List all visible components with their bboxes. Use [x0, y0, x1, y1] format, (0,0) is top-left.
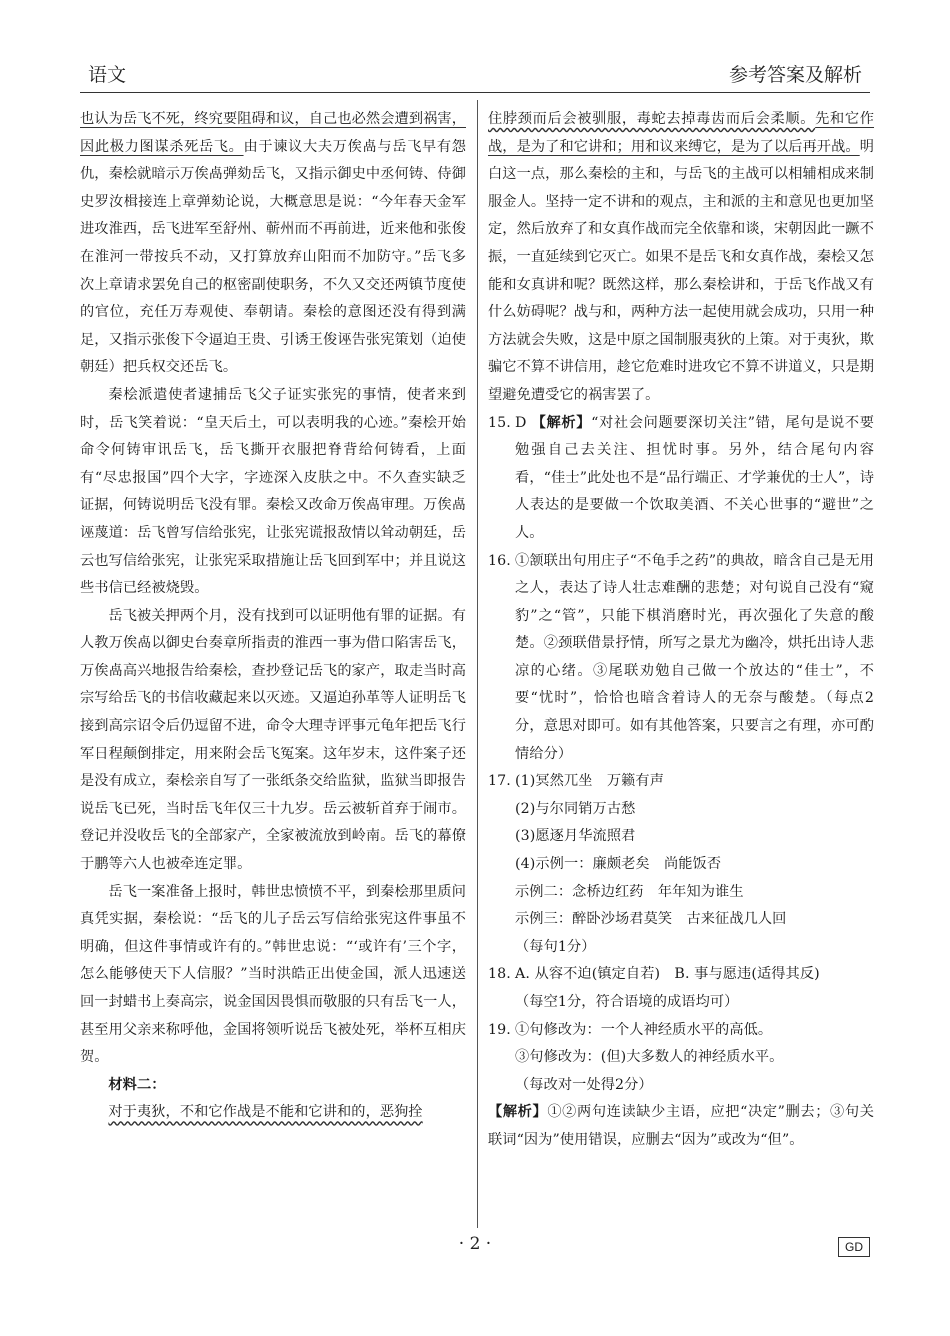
- material-2-start: [80, 1099, 466, 1127]
- question-number: 19.: [488, 1021, 511, 1038]
- answer-15: [488, 410, 874, 548]
- paragraph-1: [80, 106, 466, 382]
- column-divider: [477, 100, 478, 1228]
- analysis-text: ①②两句连读缺少主语，应把“决定”删去；③句关联词“因为”使用错误，应删去“因为”或改为“但”。: [488, 1104, 874, 1148]
- scoring-note: （每句1分）: [515, 938, 596, 955]
- question-number: 16.: [488, 552, 511, 569]
- region-badge: GD: [838, 1237, 870, 1257]
- answer-17: [488, 768, 874, 961]
- answer-line: ③句修改为：(但)大多数人的神经质水平。: [515, 1049, 784, 1066]
- answer-line: 示例三：醉卧沙场君莫笑 古来征战几人回: [515, 911, 787, 928]
- answer-18: [488, 961, 874, 1016]
- answer-line: ①句修改为：一个人神经质水平的高低。: [515, 1021, 773, 1038]
- answer-line: (2)与尔同销万古愁: [515, 800, 636, 817]
- material-2-continued: [488, 106, 874, 410]
- section-title: 参考答案及解析: [728, 64, 862, 86]
- left-column: [80, 106, 466, 1127]
- paragraph-text: 由于谏议大夫万俟卨与岳飞早有怨仇，秦桧就暗示万俟卨弹劾岳飞，又指示御史中丞何铸、侍御史罗汝楫接连上章弹劾论说，大概意思是说：“今年春天金军进攻淮西，岳飞进军至舒州、蕲州而不再前进，近来他和张俊在淮河一带按兵不动，又打算放弃山阳而不加防守。”岳飞多次上章请求罢免自己的枢密副使职务，不久又交还两镇节度使的官位，充任万寿观使、奉朝请。秦桧的意图还没有得到满足，又指示张俊下令逼迫王贵、引诱王俊诬告张宪策划（迫使朝廷）把兵权交还岳飞。: [80, 138, 466, 376]
- underlined-sentence: 先和它作战，是为了和它讲和；用和议来缚它，是为了以后再开战。: [488, 111, 875, 155]
- answer-16: [488, 548, 874, 769]
- wavy-underlined-sentence: 住脖颈而后会被驯服，毒蛇去掉毒齿而后会柔顺。: [488, 111, 816, 127]
- right-column: [488, 106, 874, 1155]
- analysis-text: “对社会问题要深切关注”错，尾句是说不要勉强自己去关注、担忧时事。另外，结合尾句内容看，“佳士”此处也不是“品行端正、才学兼优的士人”，诗人表达的是要做一个饮取美酒、不关心世事的“避世”之人。: [515, 414, 874, 541]
- answer-line: 示例二：念桥边红药 年年知为谁生: [515, 883, 744, 900]
- page-header: [80, 58, 870, 88]
- answer-choice: D: [515, 414, 527, 431]
- answer-line: (3)愿逐月华流照君: [515, 828, 636, 845]
- scoring-note: （每改对一处得2分）: [515, 1076, 653, 1093]
- underlined-sentence: 也认为岳飞不死，终究要阻碍和议，自己也必然会遭到祸害，因此极力图谋杀死岳飞。: [80, 111, 466, 155]
- paragraph-3: 岳飞被关押两个月，没有找到可以证明他有罪的证据。有人教万俟卨以御史台奏章所指责的淮西一事为借口陷害岳飞，万俟卨高兴地报告给秦桧，查抄登记岳飞的家产，取走当时高宗写给岳飞的书信收藏起来以灭迹。又逼迫孙革等人证明岳飞接到高宗诏令后仍逗留不进，命令大理寺评事元龟年把岳飞行军日程颠倒排定，用来附会岳飞冤案。这年岁末，这件案子还是没有成立，秦桧亲自写了一张纸条交给监狱，监狱当即报告说岳飞已死，当时岳飞年仅三十九岁。岳云被斩首弃于闹市。登记并没收岳飞的全部家产，全家被流放到岭南。岳飞的幕僚于鹏等六人也被牵连定罪。: [80, 607, 466, 873]
- question-number: 15.: [488, 414, 511, 431]
- answer-line: (4)示例一：廉颇老矣 尚能饭否: [515, 856, 722, 873]
- answer-line: A. 从容不迫(镇定自若) B. 事与愿违(适得其反): [515, 966, 820, 983]
- answer-text: ①颔联出句用庄子“不龟手之药”的典故，暗含自己是无用之人，表达了诗人壮志难酬的悲楚；对句说自己没有“窥豹”之“管”，只能下棋消磨时光，再次强化了失意的酸楚。②颈联借景抒情，所写之景尤为幽冷，烘托出诗人悲凉的心绪。③尾联劝勉自己做一个放达的“佳士”，不要“忧时”，恰恰也暗含着诗人的无奈与酸楚。（每点2分，意思对即可。如有其他答案，只要言之有理，亦可酌情给分）: [515, 552, 874, 762]
- analysis-tag: 【解析】: [488, 1104, 548, 1121]
- question-number: 18.: [488, 966, 511, 983]
- material-2-title: 材料二：: [108, 1076, 166, 1093]
- answer-19: [488, 1017, 874, 1100]
- answer-line: (1)冥然兀坐 万籁有声: [515, 773, 664, 790]
- question-number: 17.: [488, 773, 511, 790]
- analysis-19: [488, 1099, 874, 1154]
- paragraph-4: 岳飞一案准备上报时，韩世忠愤愤不平，到秦桧那里质问真凭实据，秦桧说：“岳飞的儿子岳云写信给张宪这件事虽不明确，但这件事情或许有的。”韩世忠说：“‘或许有’三个字，怎么能够使天下人信服？”当时洪皓正出使金国，派人迅速送回一封蜡书上奏高宗，说金国因畏惧而敬服的只有岳飞一人，甚至用父亲来称呼他，金国将领听说岳飞被处死，举杯互相庆贺。: [80, 883, 466, 1066]
- header-rule: [80, 92, 870, 93]
- paragraph-2: 秦桧派遣使者逮捕岳飞父子证实张宪的事情，使者来到时，岳飞笑着说：“皇天后土，可以表明我的心迹。”秦桧开始命令何铸审讯岳飞，岳飞撕开衣服把脊背给何铸看，上面有“尽忠报国”四个大字，字迹深入皮肤之中。不久查实缺乏证据，何铸说明岳飞没有罪。秦桧又改命万俟卨审理。万俟卨诬蔑道：岳飞曾写信给张宪，让张宪谎报敌情以耸动朝廷，岳云也写信给张宪，让张宪采取措施让岳飞回到军中；并且说这些书信已经被烧毁。: [80, 386, 466, 597]
- wavy-underlined-sentence: 对于夷狄，不和它作战是不能和它讲和的，恶狗拴: [108, 1104, 423, 1121]
- analysis-tag: 【解析】: [531, 414, 592, 431]
- subject-title: 语文: [88, 64, 127, 86]
- page-number: · 2 ·: [458, 1234, 492, 1254]
- paragraph-text: 明白这一点，那么秦桧的主和，与岳飞的主战可以相辅相成来制服金人。坚持一定不讲和的观点，主和派的主和意见也更加坚定，然后放弃了和女真作战而完全依靠和谈，宋朝因此一蹶不振，一直延续到它灭亡。如果不是岳飞和女真作战，秦桧又怎能和女真讲和呢？既然这样，那么秦桧讲和，于岳飞作战又有什么妨碍呢？战与和，两种方法一起使用就会成功，只用一种方法就会失败，这是中原之国制服夷狄的上策。对于夷狄，欺骗它不算不讲信用，趁它危难时进攻它不算不讲道义，只是期望避免遭受它的祸害罢了。: [488, 138, 874, 403]
- scoring-note: （每空1分，符合语境的成语均可）: [515, 994, 739, 1010]
